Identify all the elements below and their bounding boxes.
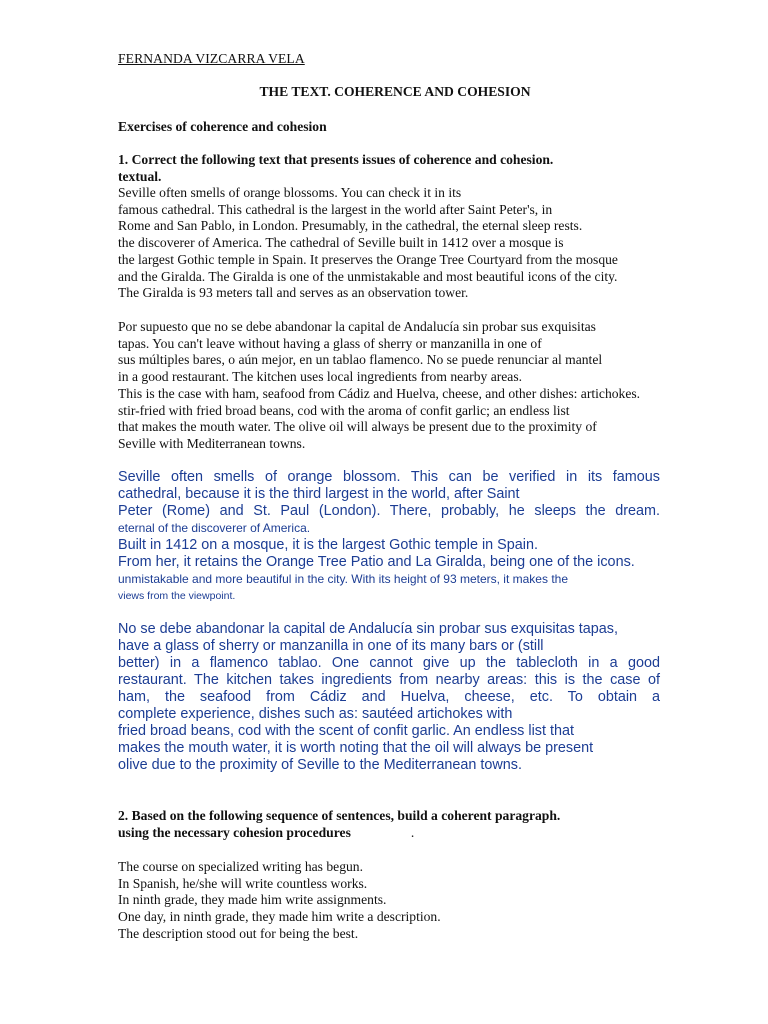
paragraph-line: Seville often smells of orange blossoms. You can check it in its <box>118 185 462 200</box>
sentence-item: The course on specialized writing has begun. <box>118 859 363 874</box>
exercise-2-heading-text: using the necessary cohesion procedures <box>118 824 351 840</box>
answer-line: restaurant. The kitchen takes ingredients from nearby areas: this is the case of <box>118 672 660 688</box>
answer-line: makes the mouth water, it is worth noting that the oil will always be present <box>118 740 594 756</box>
section-subtitle: Exercises of coherence and cohesion <box>118 119 327 134</box>
exercise-1-heading-line: textual. <box>118 168 162 184</box>
answer-line: Peter (Rome) and St. Paul (London). There, probably, he sleeps the dream. <box>118 503 660 519</box>
exercise-1-paragraph-1 <box>118 185 660 302</box>
sentence-item: One day, in ninth grade, they made him write a description. <box>118 909 441 925</box>
paragraph-line: that makes the mouth water. The olive oil will always be present due to the proximity of <box>118 419 597 435</box>
document-title: THE TEXT. COHERENCE AND COHESION <box>259 84 531 99</box>
exercise-1-heading-line: 1. Correct the following text that presents issues of coherence and cohesion. <box>118 152 554 167</box>
answer-line: have a glass of sherry or manzanilla in one of its many bars or (still <box>118 638 544 654</box>
answer-line: Seville often smells of orange blossom. This can be verified in its famous <box>118 469 660 485</box>
paragraph-line: The Giralda is 93 meters tall and serves as an observation tower. <box>118 285 469 301</box>
paragraph-line: in a good restaurant. The kitchen uses local ingredients from nearby areas. <box>118 369 523 385</box>
exercise-1-answer-1 <box>118 469 660 605</box>
answer-line: ham, the seafood from Cádiz and Huelva, cheese, etc. To obtain a <box>118 689 660 705</box>
paragraph-line: and the Giralda. The Giralda is one of the unmistakable and most beautiful icons of the city. <box>118 268 618 284</box>
paragraph-line: tapas. You can't leave without having a glass of sherry or manzanilla in one of <box>118 335 542 351</box>
answer-line: complete experience, dishes such as: sautéed artichokes with <box>118 706 513 722</box>
paragraph-line: stir-fried with fried broad beans, cod with the aroma of confit garlic; an endless list <box>118 402 570 418</box>
answer-line: better) in a flamenco tablao. One cannot give up the tablecloth in a good <box>118 655 660 671</box>
answer-line: views from the viewpoint. <box>118 590 236 602</box>
sentence-item: In Spanish, he/she will write countless works. <box>118 875 368 891</box>
answer-line: No se debe abandonar la capital de Andalucía sin probar sus exquisitas tapas, <box>118 621 619 637</box>
paragraph-line: the largest Gothic temple in Spain. It preserves the Orange Tree Courtyard from the mosque <box>118 251 618 267</box>
exercise-2-heading-line: 2. Based on the following sequence of sentences, build a coherent paragraph. <box>118 808 561 823</box>
paragraph-line: Seville with Mediterranean towns. <box>118 435 306 451</box>
exercise-1-heading <box>118 152 553 185</box>
answer-line: cathedral, because it is the third largest in the world, after Saint <box>118 486 520 502</box>
paragraph-line: This is the case with ham, seafood from Cádiz and Huelva, cheese, and other dishes: artichokes. <box>118 385 641 401</box>
answer-line: fried broad beans, cod with the scent of confit garlic. An endless list that <box>118 723 574 739</box>
sentence-item: In ninth grade, they made him write assignments. <box>118 892 387 908</box>
author-name: FERNANDA VIZCARRA VELA <box>118 51 305 66</box>
paragraph-line: famous cathedral. This cathedral is the largest in the world after Saint Peter's, in <box>118 201 553 217</box>
exercise-2-sentences <box>118 859 441 943</box>
answer-line: Built in 1412 on a mosque, it is the largest Gothic temple in Spain. <box>118 537 538 553</box>
paragraph-line: Rome and San Pablo, in London. Presumably, in the cathedral, the eternal sleep rests. <box>118 218 583 234</box>
exercise-2-heading-period: . <box>410 824 415 840</box>
paragraph-line: the discoverer of America. The cathedral of Seville built in 1412 over a mosque is <box>118 235 564 251</box>
exercise-1-answer-2 <box>118 621 660 774</box>
exercise-2-heading-line <box>118 825 560 842</box>
exercise-2-heading <box>118 808 560 841</box>
paragraph-line: sus múltiples bares, o aún mejor, en un tablao flamenco. No se puede renunciar al mantel <box>118 352 603 368</box>
sentence-item: The description stood out for being the best. <box>118 925 359 941</box>
paragraph-line: Por supuesto que no se debe abandonar la capital de Andalucía sin probar sus exquisitas <box>118 319 596 334</box>
answer-line: From her, it retains the Orange Tree Patio and La Giralda, being one of the icons. <box>118 554 635 570</box>
answer-line: unmistakable and more beautiful in the city. With its height of 93 meters, it makes the <box>118 572 568 586</box>
exercise-1-paragraph-2 <box>118 319 640 453</box>
answer-line: eternal of the discoverer of America. <box>118 521 311 535</box>
answer-line: olive due to the proximity of Seville to the Mediterranean towns. <box>118 757 522 773</box>
